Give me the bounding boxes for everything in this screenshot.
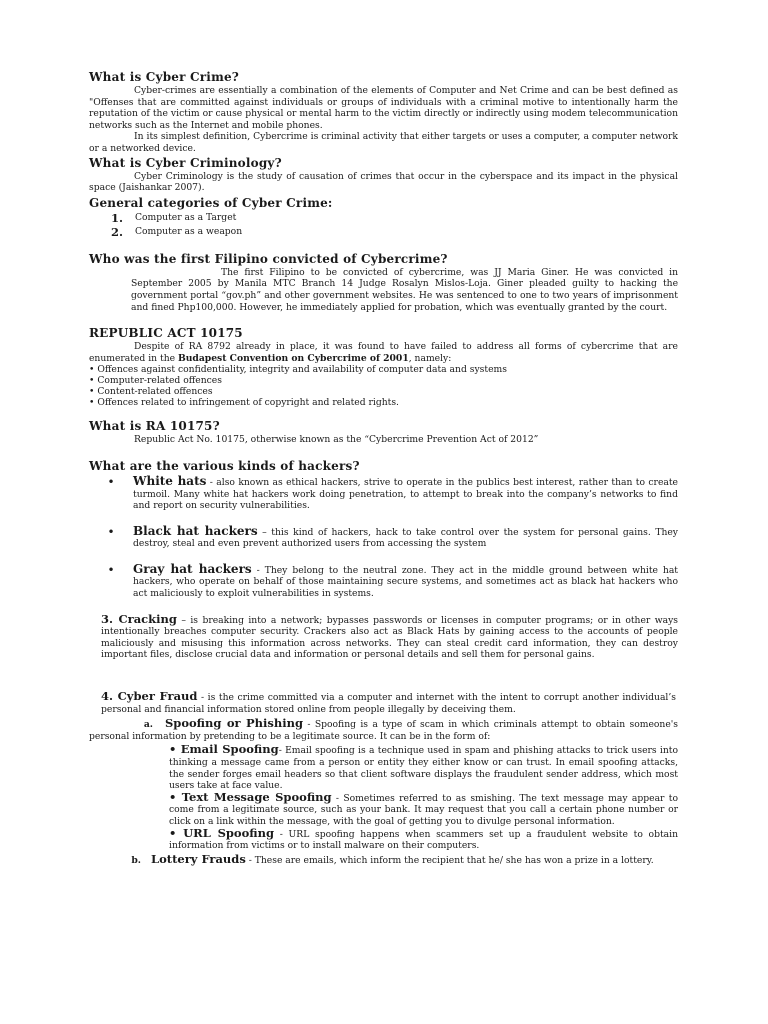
hacker-white-hats <box>133 473 678 512</box>
hacker-title: Black hat hackers <box>133 523 258 538</box>
hacker-text: – this kind of hackers, hack to take control over the system for personal gains. They destroy, steal and even prevent authorized users from accessing the system <box>133 526 678 550</box>
paragraph-cyber-fraud <box>101 691 676 715</box>
heading-cyber-crime: What is Cyber Crime? <box>89 70 240 84</box>
sub-label: a. <box>143 719 153 731</box>
sub-title: • Text Message Spoofing <box>169 789 332 804</box>
paragraph-republic-act <box>89 341 678 364</box>
list-item: • Content-related offences <box>89 386 213 398</box>
text-span: Despite of RA 8792 already in place, it was found to have failed to address all forms of cybercrime that are enumerated in the <box>89 341 678 364</box>
paragraph-cyber-crime-definition: Cyber-crimes are essentially a combination of the elements of Computer and Net Crime and can be best defined as "Offenses that are committed against individuals or groups of individuals with a criminal motive to intentionally harm the reputation of the victim or cause physical or mental harm to the victim directly or indirectly using modem telecommunication networks such as the Internet and mobile phones. <box>89 85 678 131</box>
document-page <box>89 70 678 866</box>
heading-cyber-criminology: What is Cyber Criminology? <box>89 155 282 170</box>
list-item <box>89 225 678 239</box>
paragraph-cracking <box>101 611 678 661</box>
hacker-title: Gray hat hackers <box>133 561 252 576</box>
list-text: Computer as a weapon <box>135 225 243 237</box>
paragraph-url-spoofing <box>169 825 678 852</box>
heading-republic-act: REPUBLIC ACT 10175 <box>89 326 243 341</box>
list-item: • Computer-related offences <box>89 375 222 387</box>
list-item: • Offences related to infringement of copyright and related rights. <box>89 397 399 409</box>
bullet-icon: • <box>107 474 115 489</box>
list-item <box>89 561 678 600</box>
list-item <box>89 473 678 512</box>
hacker-text: - They belong to the neutral zone. They act in the middle ground between white hat hackers, who operate on behalf of those maintaining secure systems, and sometimes act as black hat hackers who act maliciously to exploit vulnerabilities in systems. <box>133 564 678 600</box>
cyber-fraud-text: - is the crime committed via a computer and internet with the intent to corrupt another individual’s personal and financial information stored online from people illegally by deceiving them. <box>101 692 676 715</box>
lottery-title: Lottery Frauds <box>151 851 246 866</box>
paragraph-cyber-criminology: Cyber Criminology is the study of causation of crimes that occur in the cyberspace and its impact in the physical space (Jaishankar 2007). <box>89 170 678 194</box>
list-item <box>89 523 678 550</box>
hacker-black-hat <box>133 523 678 550</box>
heading-what-is-ra: What is RA 10175? <box>89 419 220 434</box>
paragraph-lottery-frauds <box>89 851 678 867</box>
list-number: 1. <box>111 210 124 225</box>
bullet-icon: • <box>107 562 115 577</box>
cracking-title: 3. Cracking <box>101 611 177 626</box>
paragraph-cyber-crime-simple: In its simplest definition, Cybercrime is criminal activity that either targets or uses a computer, a computer network or a networked device. <box>89 131 678 154</box>
heading-general-categories: General categories of Cyber Crime: <box>89 195 333 210</box>
heading-kinds-of-hackers: What are the various kinds of hackers? <box>89 458 360 473</box>
list-item: • Offences against confidentiality, integrity and availability of computer data and systems <box>89 364 507 376</box>
hacker-title: White hats <box>133 473 207 488</box>
sub-text: - URL spoofing happens when scammers set up a fraudulent website to obtain information from victims or to install malware on their computers. <box>169 828 678 852</box>
paragraph-text-message-spoofing <box>169 789 678 828</box>
sub-title: • URL Spoofing <box>169 825 275 840</box>
spoofing-text: - Spoofing is a type of scam in which criminals attempt to obtain someone's personal information by pretending to be a legitimate source. It can be in the form of: <box>89 719 679 742</box>
paragraph-email-spoofing <box>169 744 678 791</box>
bullet-icon: • <box>107 524 115 539</box>
sub-title: • Email Spoofing <box>169 742 279 757</box>
paragraph-ra-10175: Republic Act No. 10175, otherwise known as the “Cybercrime Prevention Act of 2012” <box>134 434 539 446</box>
sub-text: - Email spoofing is a technique used in spam and phishing attacks to trick users into thinking a message came from a person or entity they either know or can trust. In email spoofing attacks, the sender forges email headers so that client software displays the fraudulent sender address, which most users take at face value. <box>169 745 678 792</box>
paragraph-spoofing <box>89 718 678 742</box>
list-text: Computer as a Target <box>135 211 237 223</box>
list-item <box>89 211 678 225</box>
spoofing-title: Spoofing or Phishing <box>165 716 304 731</box>
cracking-text: – is breaking into a network; bypasses passwords or licenses in computer programs; or in other ways intentionally breaches computer security. Crackers also act as Black Hats by gaining access to the accounts of people maliciously and misusing this information across networks. They can steal credit card information, they can destroy important files, disclose crucial data and information or personal details and sell them for personal gains. <box>101 614 678 661</box>
hacker-gray-hat <box>133 561 678 600</box>
list-number: 2. <box>111 224 124 239</box>
text-span: , namely: <box>408 352 452 364</box>
lottery-text: - These are emails, which inform the recipient that he/ she has won a prize in a lottery. <box>245 854 654 866</box>
cyber-fraud-title: 4. Cyber Fraud <box>101 689 198 704</box>
sub-text: - Sometimes referred to as smishing. The text message may appear to come from a legitimate source, such as your bank. It may request that you call a certain phone number or click on a link within the message, with the goal of getting you to divulge personal information. <box>169 792 678 827</box>
heading-first-filipino: Who was the first Filipino convicted of Cybercrime? <box>89 251 448 266</box>
sub-label: b. <box>131 854 141 866</box>
paragraph-first-filipino: The first Filipino to be convicted of cybercrime, was JJ Maria Giner. He was convicted in September 2005 by Manila MTC Branch 14 Judge Rosalyn Mislos-Loja. Giner pleaded guilty to hacking the government portal “gov.ph” and other government websites. He was sentenced to one to two years of imprisonment and fined Php100,000. However, he immediately applied for probation, which was eventually granted by the court. <box>131 266 678 313</box>
budapest-convention: Budapest Convention on Cybercrime of 2001 <box>177 352 409 364</box>
hacker-text: - also known as ethical hackers, strive to operate in the publics best interest, rather than to create turmoil. Many white hat hackers work doing penetration, to attempt to break into the company’s networks to find and report on security vulnerabilities. <box>133 476 678 512</box>
